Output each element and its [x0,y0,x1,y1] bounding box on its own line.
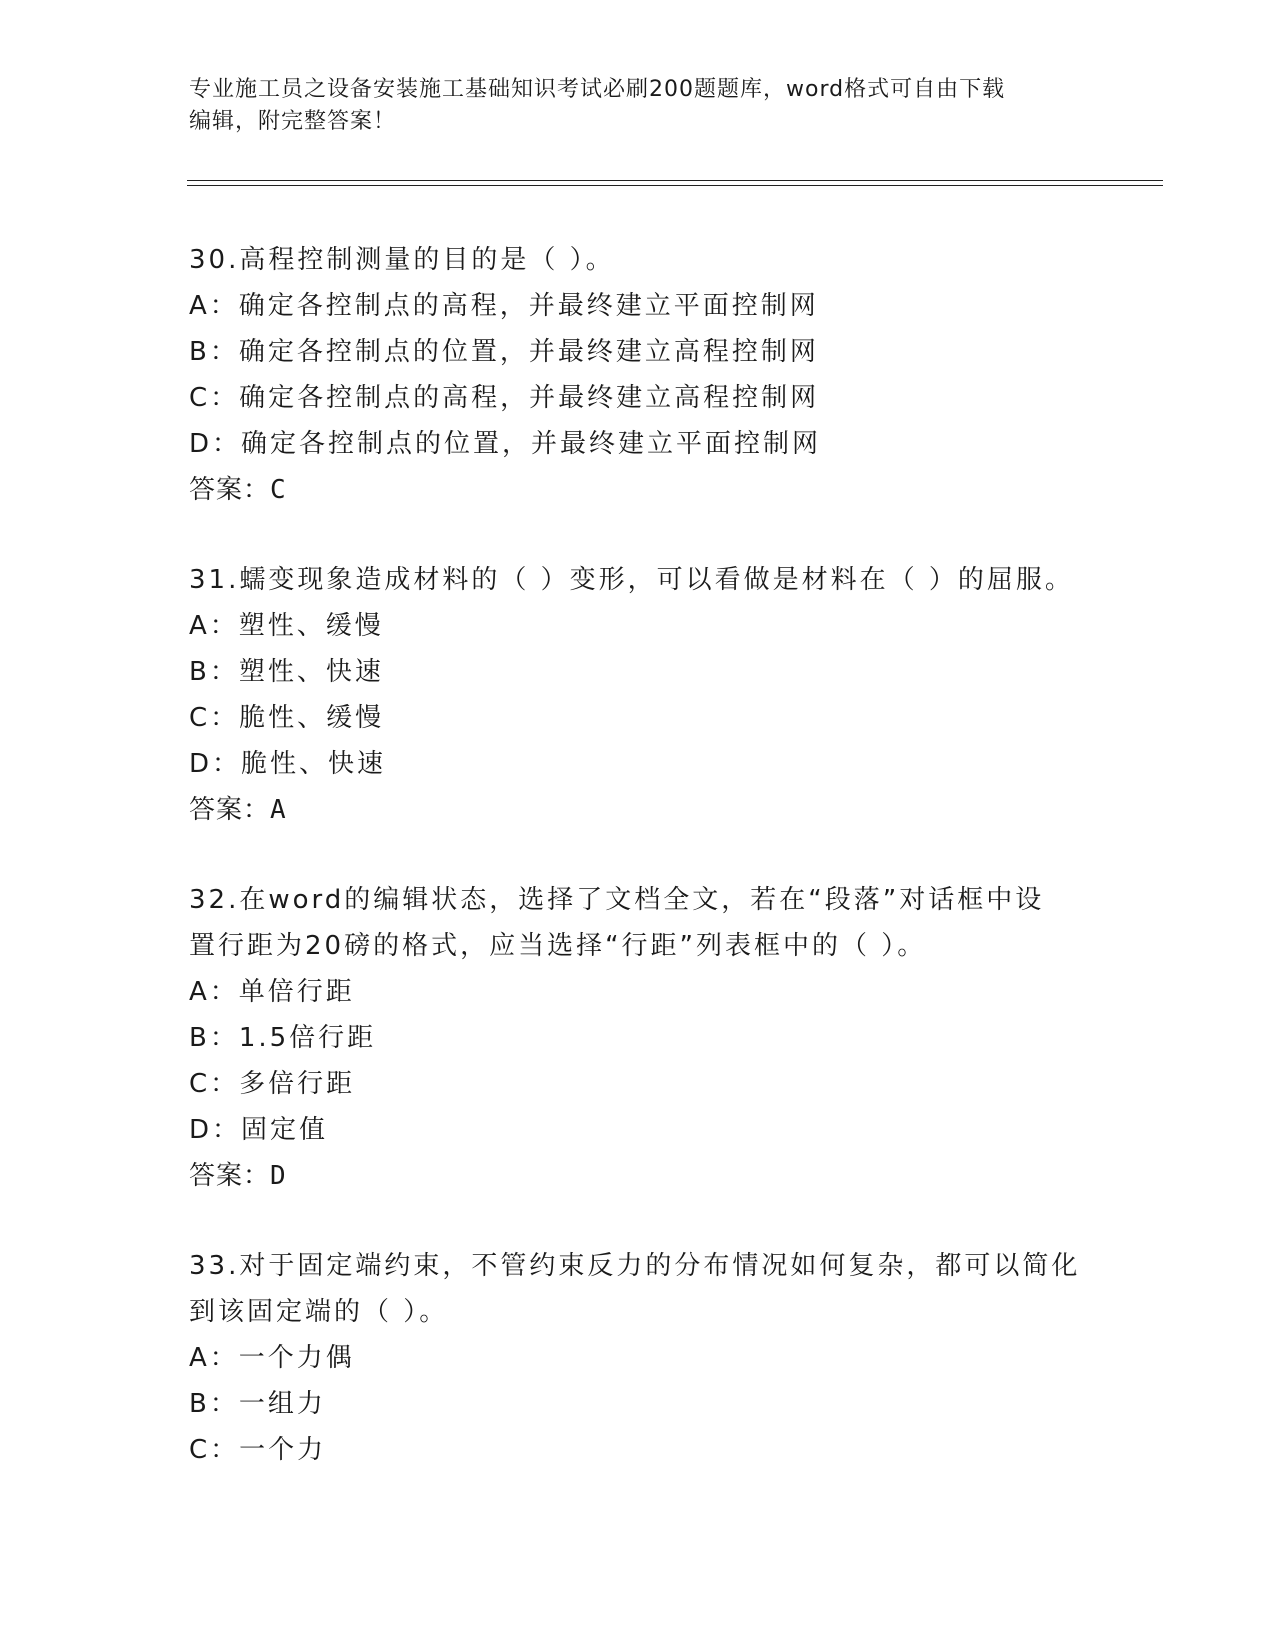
header-divider-bottom [187,185,1163,186]
question-32 [189,877,1089,1199]
option-b: B：1.5倍行距 [189,1023,377,1053]
option-c: C：一个力 [189,1435,327,1465]
answer-label: 答案： [189,795,271,825]
question-30 [189,237,1089,513]
answer-value: D [270,1161,287,1191]
option-d: D：确定各控制点的位置，并最终建立平面控制网 [189,429,822,459]
option-c: C：确定各控制点的高程，并最终建立高程控制网 [189,383,820,413]
option-b: B：一组力 [189,1389,326,1419]
answer-value: A [270,795,287,825]
question-stem-line-1: 32.在word的编辑状态，选择了文档全文，若在“段落”对话框中设 [189,885,1045,915]
option-a: A：单倍行距 [189,977,355,1007]
option-d: D：脆性、快速 [189,749,387,779]
option-b: B：塑性、快速 [189,657,384,687]
option-c: C：脆性、缓慢 [189,703,385,733]
header-title-line-2: 编辑，附完整答案！ [189,109,397,134]
option-a: A：一个力偶 [189,1343,355,1373]
header-title-line-1: 专业施工员之设备安装施工基础知识考试必刷200题题库，word格式可自由下载 [189,77,1006,102]
option-a: A：塑性、缓慢 [189,611,384,641]
question-stem-line-1: 33.对于固定端约束，不管约束反力的分布情况如何复杂，都可以简化 [189,1251,1081,1281]
answer-label: 答案： [189,475,271,505]
question-stem-line-2: 置行距为20磅的格式，应当选择“行距”列表框中的（ ）。 [189,931,927,961]
option-a: A：确定各控制点的高程，并最终建立平面控制网 [189,291,819,321]
answer-line [189,467,1089,513]
document-header [189,74,1069,138]
header-divider-top [187,180,1163,181]
question-31 [189,557,1089,833]
answer-line [189,1153,1089,1199]
answer-line [189,787,1089,833]
option-b: B：确定各控制点的位置，并最终建立高程控制网 [189,337,819,367]
question-stem: 30.高程控制测量的目的是（ ）。 [189,245,615,275]
question-stem-line-2: 到该固定端的（ ）。 [189,1297,449,1327]
option-c: C：多倍行距 [189,1069,356,1099]
answer-value: C [270,475,287,505]
question-33 [189,1243,1089,1473]
option-d: D：固定值 [189,1115,329,1145]
question-list [189,237,1089,1517]
answer-label: 答案： [189,1161,271,1191]
question-stem: 31.蠕变现象造成材料的（ ）变形，可以看做是材料在（ ）的屈服。 [189,565,1074,595]
